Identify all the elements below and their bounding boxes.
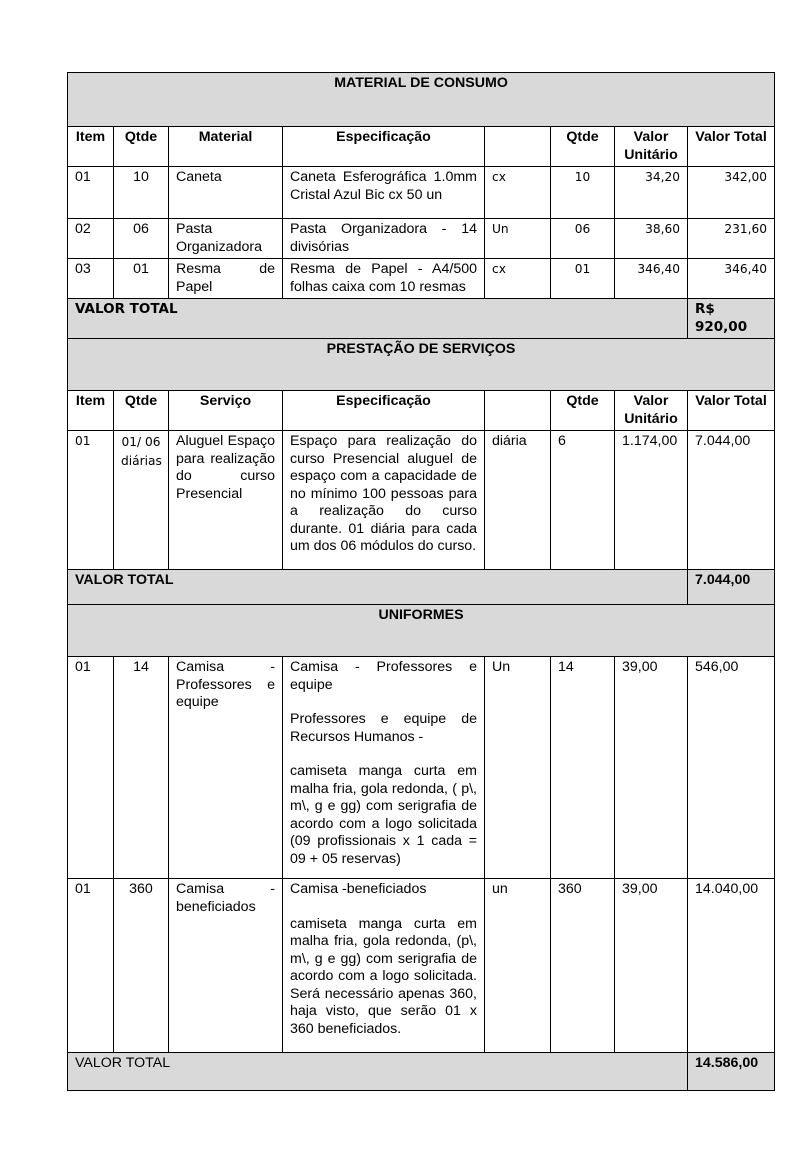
cell-qtde: 06 [114, 219, 169, 259]
cell-unit: un [485, 879, 551, 1053]
spec-paragraph: camiseta manga curta em malha fria, gola redonda, ( p\, m\, g e gg) com serigrafia de acordo com a logo solicitada (09 profissionais x 1 cada = 09 + 05 reservas) [290, 763, 477, 867]
cell-spec [283, 879, 485, 1053]
cell-unit-value: 34,20 [615, 167, 688, 219]
spec-paragraph: camiseta manga curta em malha fria, gola redonda, (p\, m\, g e gg) com serigrafia de acordo com a logo solicitada. Será necessário apenas 360, haja visto, que serão 01 x 360 beneficiados. [290, 915, 477, 1037]
col-header-service: Serviço [169, 391, 283, 431]
col-header-item: Item [68, 127, 114, 167]
cell-total-value: 342,00 [688, 167, 775, 219]
section-title: PRESTAÇÃO DE SERVIÇOS [68, 339, 775, 391]
cell-unit: cx [485, 167, 551, 219]
col-header-spec: Especificação [283, 127, 485, 167]
spec-paragraph: Camisa - Professores e equipe [290, 659, 477, 693]
col-header-unit [485, 391, 551, 431]
cell-unit-value: 38,60 [615, 219, 688, 259]
col-header-qtde: Qtde [114, 391, 169, 431]
col-header-unit [485, 127, 551, 167]
section-header-uniforms [68, 605, 775, 657]
cell-spec: Espaço para realização do curso Presencial aluguel de espaço com a capacidade de no mínimo 100 pessoas para a realização do curso durante. 01 diária para cada um dos 06 módulos do curso. [283, 431, 485, 570]
cell-qtde2: 6 [551, 431, 615, 570]
total-row [68, 299, 775, 339]
col-header-unit-value: Valor Unitário [615, 127, 688, 167]
col-header-total-value: Valor Total [688, 391, 775, 431]
cell-qtde2: 10 [551, 167, 615, 219]
col-header-qtde: Qtde [114, 127, 169, 167]
section-header-services [68, 339, 775, 391]
table-row [68, 657, 775, 879]
cell-unit: Un [485, 657, 551, 879]
cell-material: Pasta Organizadora [169, 219, 283, 259]
cell-spec: Resma de Papel - A4/500 folhas caixa com 10 resmas [283, 259, 485, 299]
cell-material: Resma de Papel [169, 259, 283, 299]
cell-total-value: 546,00 [688, 657, 775, 879]
col-header-qtde2: Qtde [551, 391, 615, 431]
total-value: R$ 920,00 [688, 299, 775, 339]
cell-unit: Un [485, 219, 551, 259]
table-row [68, 259, 775, 299]
cell-unit: cx [485, 259, 551, 299]
cell-material: Caneta [169, 167, 283, 219]
cell-qtde: 01 [114, 259, 169, 299]
section-title: UNIFORMES [68, 605, 775, 657]
cell-qtde: 01/ 06 diárias [114, 431, 169, 570]
total-label: VALOR TOTAL [68, 1053, 688, 1091]
cell-spec: Pasta Organizadora - 14 divisórias [283, 219, 485, 259]
spec-paragraph: Professores e equipe de Recursos Humanos - [290, 711, 477, 745]
cell-unit-value: 346,40 [615, 259, 688, 299]
cell-service: Aluguel Espaço para realização do curso Presencial [169, 431, 283, 570]
table-row [68, 219, 775, 259]
col-header-item: Item [68, 391, 114, 431]
cell-item: 03 [68, 259, 114, 299]
col-header-spec: Especificação [283, 391, 485, 431]
cell-item: 01 [68, 167, 114, 219]
cell-total-value: 346,40 [688, 259, 775, 299]
cell-unit-value: 1.174,00 [615, 431, 688, 570]
cell-name: Camisa - Professores e equipe [169, 657, 283, 879]
total-value: 7.044,00 [688, 570, 775, 605]
total-value: 14.586,00 [688, 1053, 775, 1091]
cell-qtde2: 01 [551, 259, 615, 299]
col-header-qtde2: Qtde [551, 127, 615, 167]
cell-qtde: 360 [114, 879, 169, 1053]
budget-table [67, 72, 775, 1091]
cell-total-value: 7.044,00 [688, 431, 775, 570]
cell-item: 01 [68, 879, 114, 1053]
col-header-material: Material [169, 127, 283, 167]
total-row [68, 1053, 775, 1091]
cell-qtde: 14 [114, 657, 169, 879]
table-row [68, 431, 775, 570]
total-label: VALOR TOTAL [68, 570, 688, 605]
col-header-total-value: Valor Total [688, 127, 775, 167]
cell-name: Camisa - beneficiados [169, 879, 283, 1053]
col-header-unit-value: Valor Unitário [615, 391, 688, 431]
cell-unit: diária [485, 431, 551, 570]
cell-qtde: 10 [114, 167, 169, 219]
cell-spec [283, 657, 485, 879]
cell-unit-value: 39,00 [615, 657, 688, 879]
cell-unit-value: 39,00 [615, 879, 688, 1053]
cell-qtde2: 06 [551, 219, 615, 259]
column-header-row [68, 127, 775, 167]
cell-qtde2: 360 [551, 879, 615, 1053]
cell-qtde2: 14 [551, 657, 615, 879]
cell-item: 01 [68, 657, 114, 879]
cell-spec: Caneta Esferográfica 1.0mm Cristal Azul Bic cx 50 un [283, 167, 485, 219]
section-title: MATERIAL DE CONSUMO [68, 73, 775, 127]
column-header-row [68, 391, 775, 431]
cell-item: 01 [68, 431, 114, 570]
total-row [68, 570, 775, 605]
table-row [68, 167, 775, 219]
cell-item: 02 [68, 219, 114, 259]
table-row [68, 879, 775, 1053]
section-header-material [68, 73, 775, 127]
total-label: VALOR TOTAL [68, 299, 688, 339]
spec-paragraph: Camisa -beneficiados [290, 881, 427, 897]
cell-total-value: 231,60 [688, 219, 775, 259]
cell-total-value: 14.040,00 [688, 879, 775, 1053]
